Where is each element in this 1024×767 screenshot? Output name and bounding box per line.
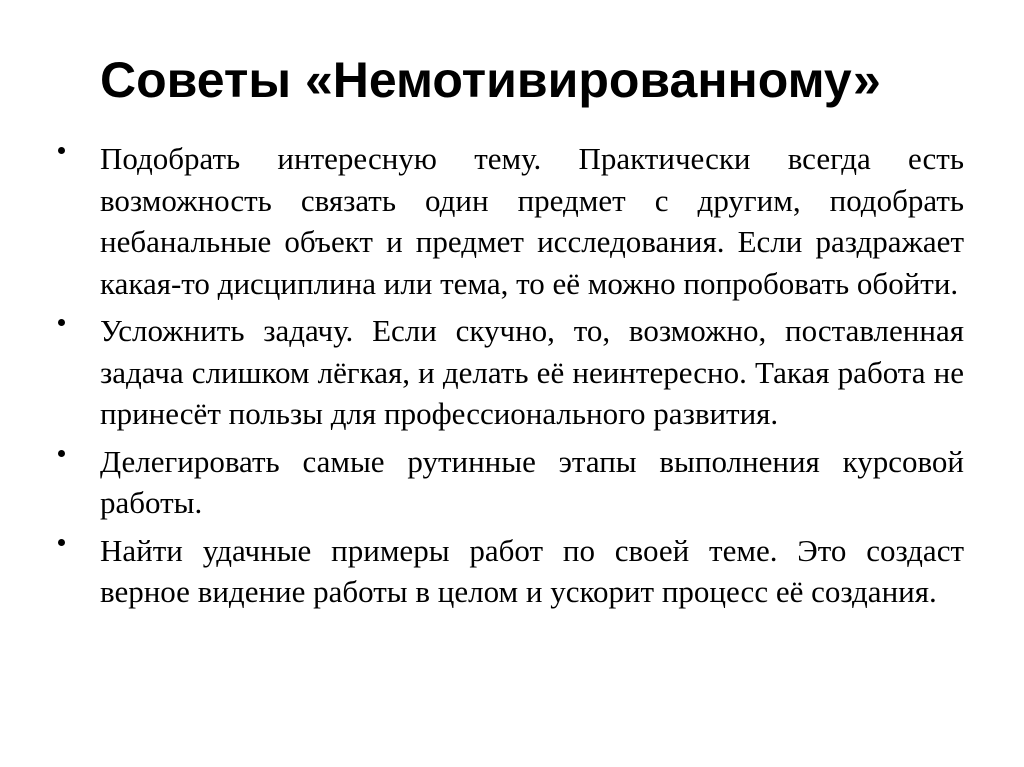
bullet-item	[58, 530, 964, 613]
bullet-item	[58, 310, 964, 435]
bullet-dot-icon	[58, 319, 65, 326]
bullet-dot-icon	[58, 539, 65, 546]
bullet-list	[58, 138, 964, 619]
bullet-text: Усложнить задачу. Если скучно, то, возможно, поставленная задача слишком лёгкая, и делать её неинтересно. Такая работа не принесёт пользы для профессионального развития.	[100, 313, 964, 431]
slide-title: Советы «Немотивированному»	[100, 52, 881, 108]
bullet-item	[58, 138, 964, 304]
bullet-text: Подобрать интересную тему. Практически всегда есть возможность связать один предмет с другим, подобрать небанальные объект и предмет исследования. Если раздражает какая-то дисциплина или тема, то её можно попробовать обойти.	[100, 141, 964, 301]
bullet-dot-icon	[58, 450, 65, 457]
bullet-text: Делегировать самые рутинные этапы выполнения курсовой работы.	[100, 443, 964, 520]
bullet-item	[58, 441, 964, 524]
bullet-text: Найти удачные примеры работ по своей теме. Это создаст верное видение работы в целом и ускорит процесс её создания.	[100, 532, 964, 609]
bullet-dot-icon	[58, 147, 65, 154]
